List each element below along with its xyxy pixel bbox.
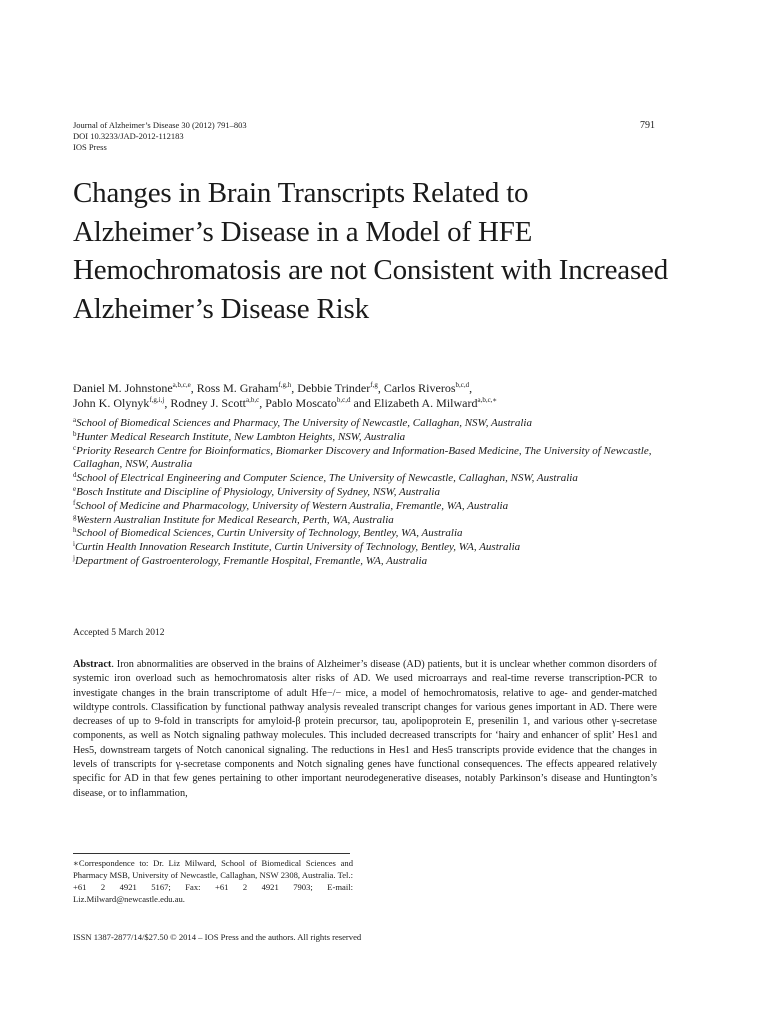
author-sup: f,g,h xyxy=(278,381,292,389)
affiliation-h: $^h$School of Biomedical Sciences, Curtin University of Technology, Bentley, WA, Australia xyxy=(73,526,463,540)
correspondence-footnote: ∗Correspondence to: Dr. Liz Milward, School of Biomedical Sciences and Pharmacy MSB, University of Newcastle, Callaghan, NSW 2308, Australia. Tel.: +61 2 4921 5167; Fax: +61 2 4921 7903; E-mail: Liz.Milward@newcastle.edu.au. xyxy=(73,858,353,904)
author-line-2: John K. Olynyk$^{f,g,i,j}$, Rodney J. Scott$^{a,b,c}$, Pablo Moscato$^{b,c,d}$ and Elizabeth A. Milward$^{a,b,c,∗}$ xyxy=(73,396,498,410)
journal-citation: Journal of Alzheimer’s Disease 30 (2012) 791–803 xyxy=(73,120,247,130)
author-sup: f,g xyxy=(370,381,378,389)
journal-header xyxy=(73,120,247,153)
abstract-text: . Iron abnormalities are observed in the brains of Alzheimer’s disease (AD) patients, but it is unclear whether common disorders of systemic iron overload such as hemochromatosis alter risks of AD. We used microarrays and real-time reverse transcription-PCR to investigate changes in the brain transcriptome of adult Hfe−/− mice, a model of hemochromatosis, relative to age- and gender-matched wildtype controls. Classification by functional pathway analysis revealed transcript changes for various genes important in AD. There were decreases of up to 9-fold in transcripts for amyloid-β protein precursor, tau, apolipoprotein E, presenilin 1, and various other γ-secretase components, as well as Notch signaling pathway molecules. This included decreased transcripts for ‘hairy and enhancer of split’ Hes1 and Hes5, downstream targets of Notch canonical signaling. The reductions in Hes1 and Hes5 transcripts provide evidence that the changes in levels of transcripts for γ-secretase components and Notch signaling genes have functional consequences. The effects appeared relatively specific for AD in that few genes pertaining to other important neurodegenerative diseases, notably Parkinson’s disease and Huntington’s disease, or to inflammation, xyxy=(73,659,657,799)
affiliation-a: $^a$School of Biomedical Sciences and Pharmacy, The University of Newcastle, Callaghan, NSW, Australia xyxy=(73,416,532,429)
author-name: John K. Olynyk xyxy=(73,396,150,410)
article-title: Changes in Brain Transcripts Related to Alzheimer’s Disease in a Model of HFE Hemochromatosis are not Consistent with Increased Alzheimer’s Disease Risk xyxy=(73,177,669,325)
affiliation-d: $^d$School of Electrical Engineering and Computer Science, The University of Newcastle, Callaghan, NSW, Australia xyxy=(73,471,578,485)
affiliation-j: $^j$Department of Gastroenterology, Fremantle Hospital, Fremantle, WA, Australia xyxy=(73,553,428,567)
author-name: Pablo Moscato xyxy=(265,396,337,410)
affiliation-list xyxy=(73,417,693,569)
affiliation-e: $^e$Bosch Institute and Discipline of Physiology, University of Sydney, NSW, Australia xyxy=(73,484,440,498)
author-sup: b,c,d xyxy=(455,381,470,389)
affiliation-f: $^f$School of Medicine and Pharmacology, University of Western Australia, Fremantle, WA, Australia xyxy=(73,498,509,512)
author-list xyxy=(73,381,693,411)
publisher: IOS Press xyxy=(73,142,107,152)
abstract xyxy=(73,658,657,801)
author-name: Debbie Trinder xyxy=(297,381,371,395)
author-sup: a,b,c xyxy=(246,396,260,404)
author-sup: a,b,c,e xyxy=(172,381,191,389)
author-sup: b,c,d xyxy=(336,396,351,404)
affiliation-b: $^b$Hunter Medical Research Institute, New Lambton Heights, NSW, Australia xyxy=(73,429,406,443)
page-number: 791 xyxy=(640,120,655,131)
author-name: Rodney J. Scott xyxy=(170,396,246,410)
affiliation-c: $^c$Priority Research Centre for Bioinformatics, Biomarker Discovery and Information-Based Medicine, The University of Newcastle, Callaghan, NSW, Australia xyxy=(73,443,652,471)
author-line-1: Daniel M. Johnstone$^{a,b,c,e}$, Ross M. Graham$^{f,g,h}$, Debbie Trinder$^{f,g}$, Carlos Riveros$^{b,c,d}$, xyxy=(73,381,473,395)
author-name: Ross M. Graham xyxy=(196,381,279,395)
footnote-rule xyxy=(73,853,350,854)
author-name: Elizabeth A. Milward xyxy=(373,396,478,410)
abstract-heading: Abstract xyxy=(73,659,112,670)
author-name: Daniel M. Johnstone xyxy=(73,381,173,395)
doi: DOI 10.3233/JAD-2012-112183 xyxy=(73,131,184,141)
copyright-footer: ISSN 1387-2877/14/$27.50 © 2014 – IOS Press and the authors. All rights reserved xyxy=(73,932,362,942)
affiliation-g: $^g$Western Australian Institute for Medical Research, Perth, WA, Australia xyxy=(73,512,394,526)
author-sup: f,g,i,j xyxy=(149,396,165,404)
author-name: Carlos Riveros xyxy=(383,381,456,395)
accepted-date: Accepted 5 March 2012 xyxy=(73,628,165,638)
affiliation-i: $^i$Curtin Health Innovation Research Institute, Curtin University of Technology, Bentley, WA, Australia xyxy=(73,540,521,554)
author-sup: a,b,c,∗ xyxy=(477,396,498,404)
